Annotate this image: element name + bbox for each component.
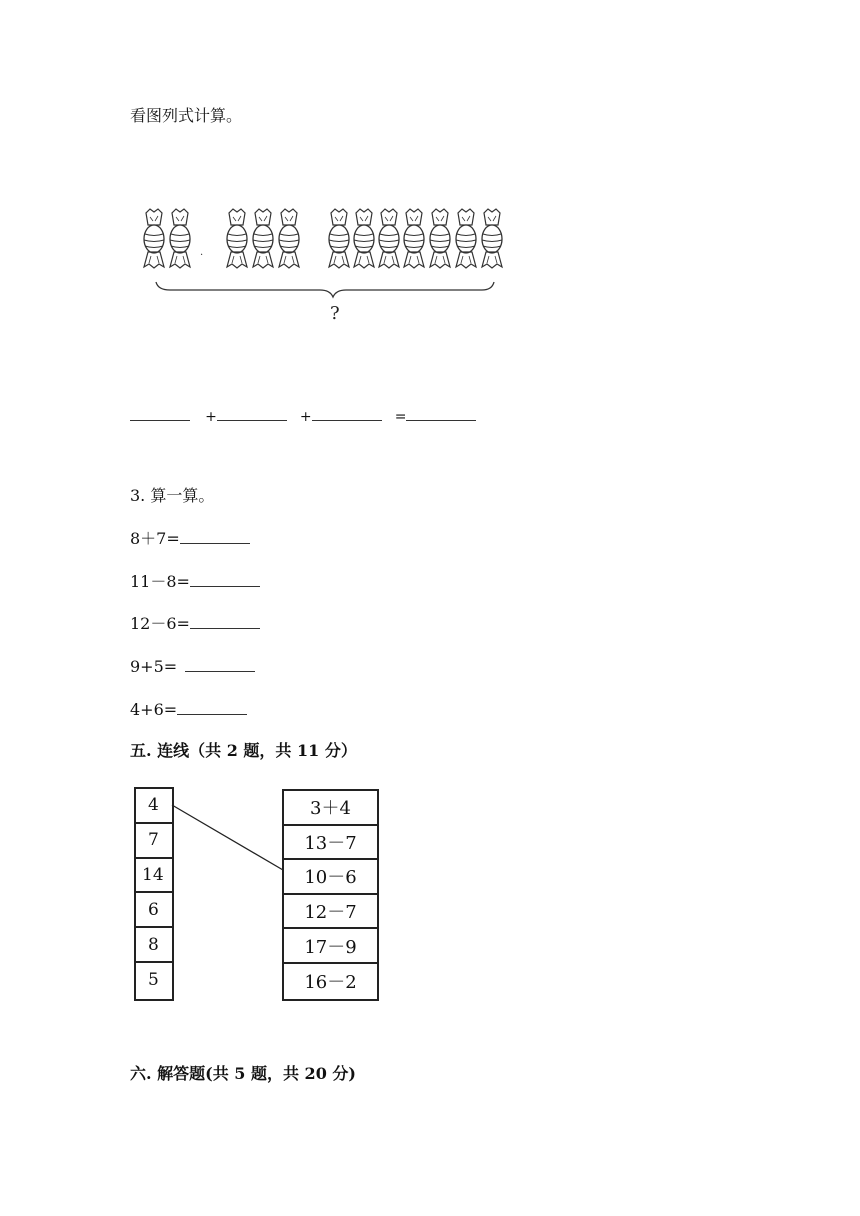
blank-addend-3[interactable] <box>312 406 382 421</box>
answer-blank[interactable] <box>185 657 255 672</box>
question-mark: ? <box>330 303 340 324</box>
answer-blank[interactable] <box>190 572 260 587</box>
plus-sign: + <box>299 409 312 425</box>
problem-expr: 8＋7= <box>130 529 180 548</box>
left-cell[interactable]: 6 <box>136 893 172 928</box>
right-cell[interactable]: 10－6 <box>284 860 377 895</box>
section3-title: 3. 算一算。 <box>130 486 215 505</box>
left-number-column <box>134 787 174 1001</box>
right-cell[interactable]: 17－9 <box>284 929 377 964</box>
blank-sum[interactable] <box>406 406 476 421</box>
equation-line <box>130 406 476 427</box>
svg-text:.: . <box>200 247 204 258</box>
equals-sign: = <box>394 409 407 425</box>
left-cell[interactable]: 7 <box>136 824 172 859</box>
blank-addend-1[interactable] <box>130 406 190 421</box>
problem-row <box>130 614 260 634</box>
left-cell[interactable]: 14 <box>136 859 172 894</box>
plus-sign: + <box>205 409 217 425</box>
candy-group-3 <box>329 209 502 268</box>
left-cell[interactable]: 8 <box>136 928 172 963</box>
problem-row <box>130 529 250 549</box>
problem-row <box>130 572 260 592</box>
candy-group-2 <box>227 209 299 268</box>
section5-title: 五. 连线（共 2 题，共 11 分） <box>130 741 357 760</box>
connection-line <box>172 805 283 870</box>
left-cell[interactable]: 5 <box>148 970 159 991</box>
problem-expr: 4+6= <box>130 700 178 719</box>
brace <box>156 282 494 297</box>
instruction-text: 看图列式计算。 <box>130 106 243 125</box>
problem-expr: 12－6= <box>130 614 190 633</box>
problem-expr: 9+5= <box>130 657 178 676</box>
candy-picture <box>130 195 510 330</box>
right-cell[interactable]: 13－7 <box>284 826 377 861</box>
problem-row <box>130 657 255 677</box>
left-cell[interactable]: 4 <box>136 789 172 824</box>
answer-blank[interactable] <box>190 614 260 629</box>
candy-group-1 <box>144 209 190 268</box>
right-expression-column <box>282 789 379 1001</box>
right-cell[interactable]: 3＋4 <box>284 791 377 826</box>
blank-addend-2[interactable] <box>217 406 287 421</box>
right-cell[interactable]: 16－2 <box>304 972 357 994</box>
problem-row <box>130 700 247 720</box>
right-cell[interactable]: 12－7 <box>284 895 377 930</box>
answer-blank[interactable] <box>177 700 247 715</box>
problem-expr: 11－8= <box>130 572 190 591</box>
answer-blank[interactable] <box>180 529 250 544</box>
section6-title: 六. 解答题(共 5 题，共 20 分) <box>130 1064 356 1083</box>
